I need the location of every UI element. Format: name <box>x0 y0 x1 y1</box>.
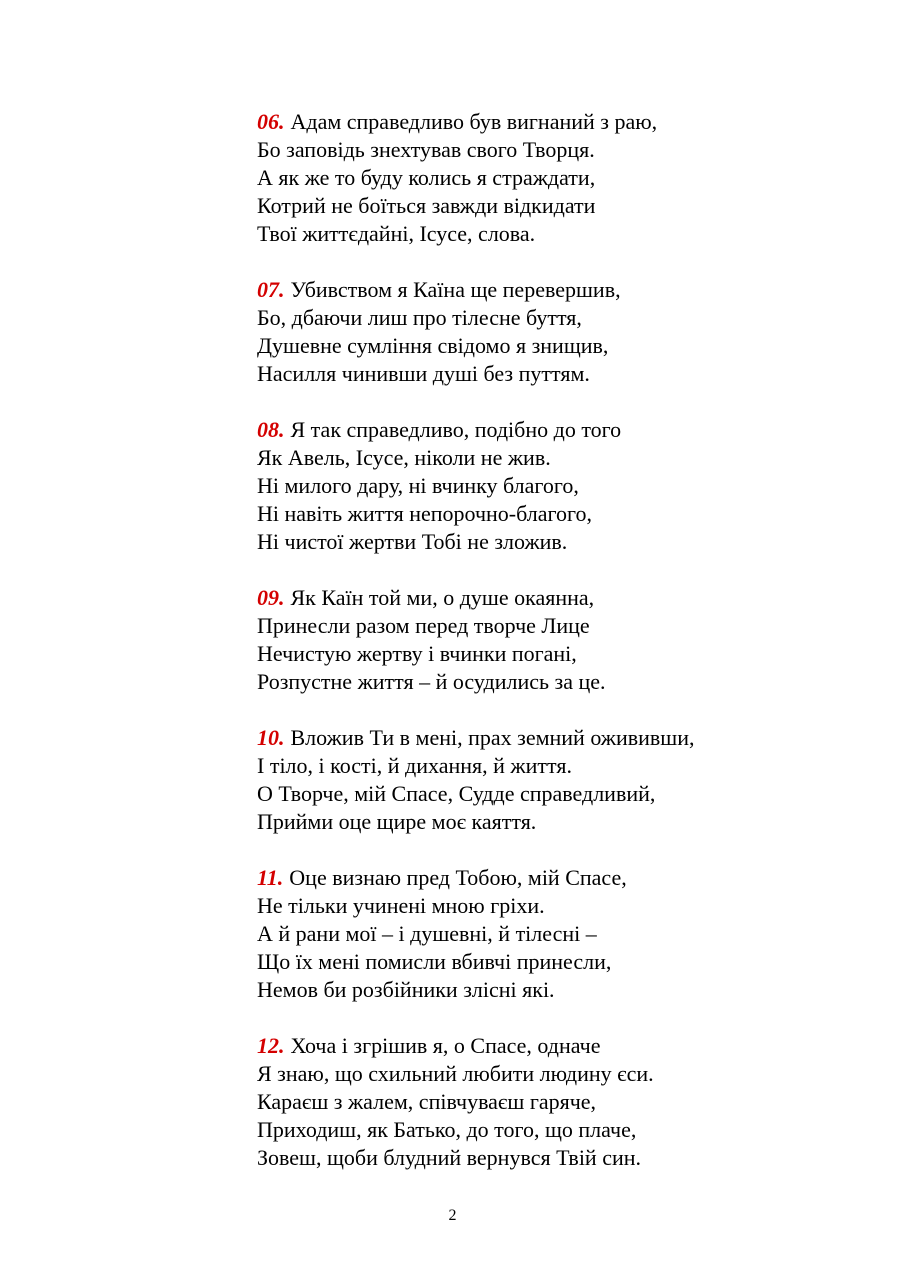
verse-line: І тіло, і кості, й дихання, й життя. <box>257 753 572 778</box>
verse-line: Я так справедливо, подібно до того <box>290 417 622 442</box>
verse-line: Зовеш, щоби блудний вернувся Твій син. <box>257 1145 642 1170</box>
stanza-first-line <box>257 1032 857 1060</box>
verse-line: Бо заповідь знехтував свого Творця. <box>257 137 595 162</box>
stanza-first-line <box>257 584 857 612</box>
verse-line: Котрий не боїться завжди відкидати <box>257 193 596 218</box>
stanza-08 <box>257 416 857 556</box>
verse-line: Немов би розбійники злісні які. <box>257 977 555 1002</box>
verse-line: Насилля чинивши душі без путтям. <box>257 361 590 386</box>
verse-line: Бо, дбаючи лиш про тілесне буття, <box>257 305 582 330</box>
verse-line: Не тільки учинені мною гріхи. <box>257 893 545 918</box>
verse-line: А як же то буду колись я страждати, <box>257 165 596 190</box>
verse-line: Розпустне життя – й осудились за це. <box>257 669 606 694</box>
stanza-first-line <box>257 108 857 136</box>
stanza-07 <box>257 276 857 388</box>
stanza-number: 10. <box>257 725 285 750</box>
stanza-number: 12. <box>257 1033 285 1058</box>
verse-line: Прийми оце щире моє каяття. <box>257 809 537 834</box>
verse-line: Що їх мені помисли вбивчі принесли, <box>257 949 612 974</box>
verse-line: Хоча і згрішив я, о Спасе, одначе <box>290 1033 601 1058</box>
stanza-10 <box>257 724 857 836</box>
verse-line: Оце визнаю пред Тобою, мій Спасе, <box>289 865 627 890</box>
verse-line: О Творче, мій Спасе, Судде справедливий, <box>257 781 656 806</box>
verse-line: Твої життєдайні, Ісусе, слова. <box>257 221 536 246</box>
verse-line: Ні навіть життя непорочно-благого, <box>257 501 592 526</box>
stanza-first-line <box>257 864 857 892</box>
stanza-number: 07. <box>257 277 285 302</box>
verse-line: Нечистую жертву і вчинки погані, <box>257 641 577 666</box>
stanza-number: 11. <box>257 865 284 890</box>
stanza-first-line <box>257 416 857 444</box>
verse-line: Караєш з жалем, співчуваєш гаряче, <box>257 1089 597 1114</box>
stanza-number: 09. <box>257 585 285 610</box>
verse-line: Я знаю, що схильний любити людину єси. <box>257 1061 654 1086</box>
stanza-number: 06. <box>257 109 285 134</box>
stanza-11 <box>257 864 857 1004</box>
verse-line: Убивством я Каїна ще перевершив, <box>290 277 621 302</box>
verse-line: А й рани мої – і душевні, й тілесні – <box>257 921 597 946</box>
verse-line: Душевне сумління свідомо я знищив, <box>257 333 609 358</box>
stanza-12 <box>257 1032 857 1172</box>
verse-line: Як Авель, Ісусе, ніколи не жив. <box>257 445 551 470</box>
verse-line: Ні милого дару, ні вчинку благого, <box>257 473 579 498</box>
stanza-06 <box>257 108 857 248</box>
verse-line: Ні чистої жертви Тобі не зложив. <box>257 529 568 554</box>
page-number: 2 <box>448 1207 457 1224</box>
poem <box>257 108 857 1200</box>
stanza-first-line <box>257 724 857 752</box>
verse-line: Вложив Ти в мені, прах земний ожививши, <box>290 725 695 750</box>
verse-line: Приходиш, як Батько, до того, що плаче, <box>257 1117 637 1142</box>
verse-line: Адам справедливо був вигнаний з раю, <box>290 109 658 134</box>
stanza-number: 08. <box>257 417 285 442</box>
verse-line: Принесли разом перед творче Лице <box>257 613 590 638</box>
stanza-first-line <box>257 276 857 304</box>
stanza-09 <box>257 584 857 696</box>
verse-line: Як Каїн той ми, о душе окаянна, <box>290 585 595 610</box>
